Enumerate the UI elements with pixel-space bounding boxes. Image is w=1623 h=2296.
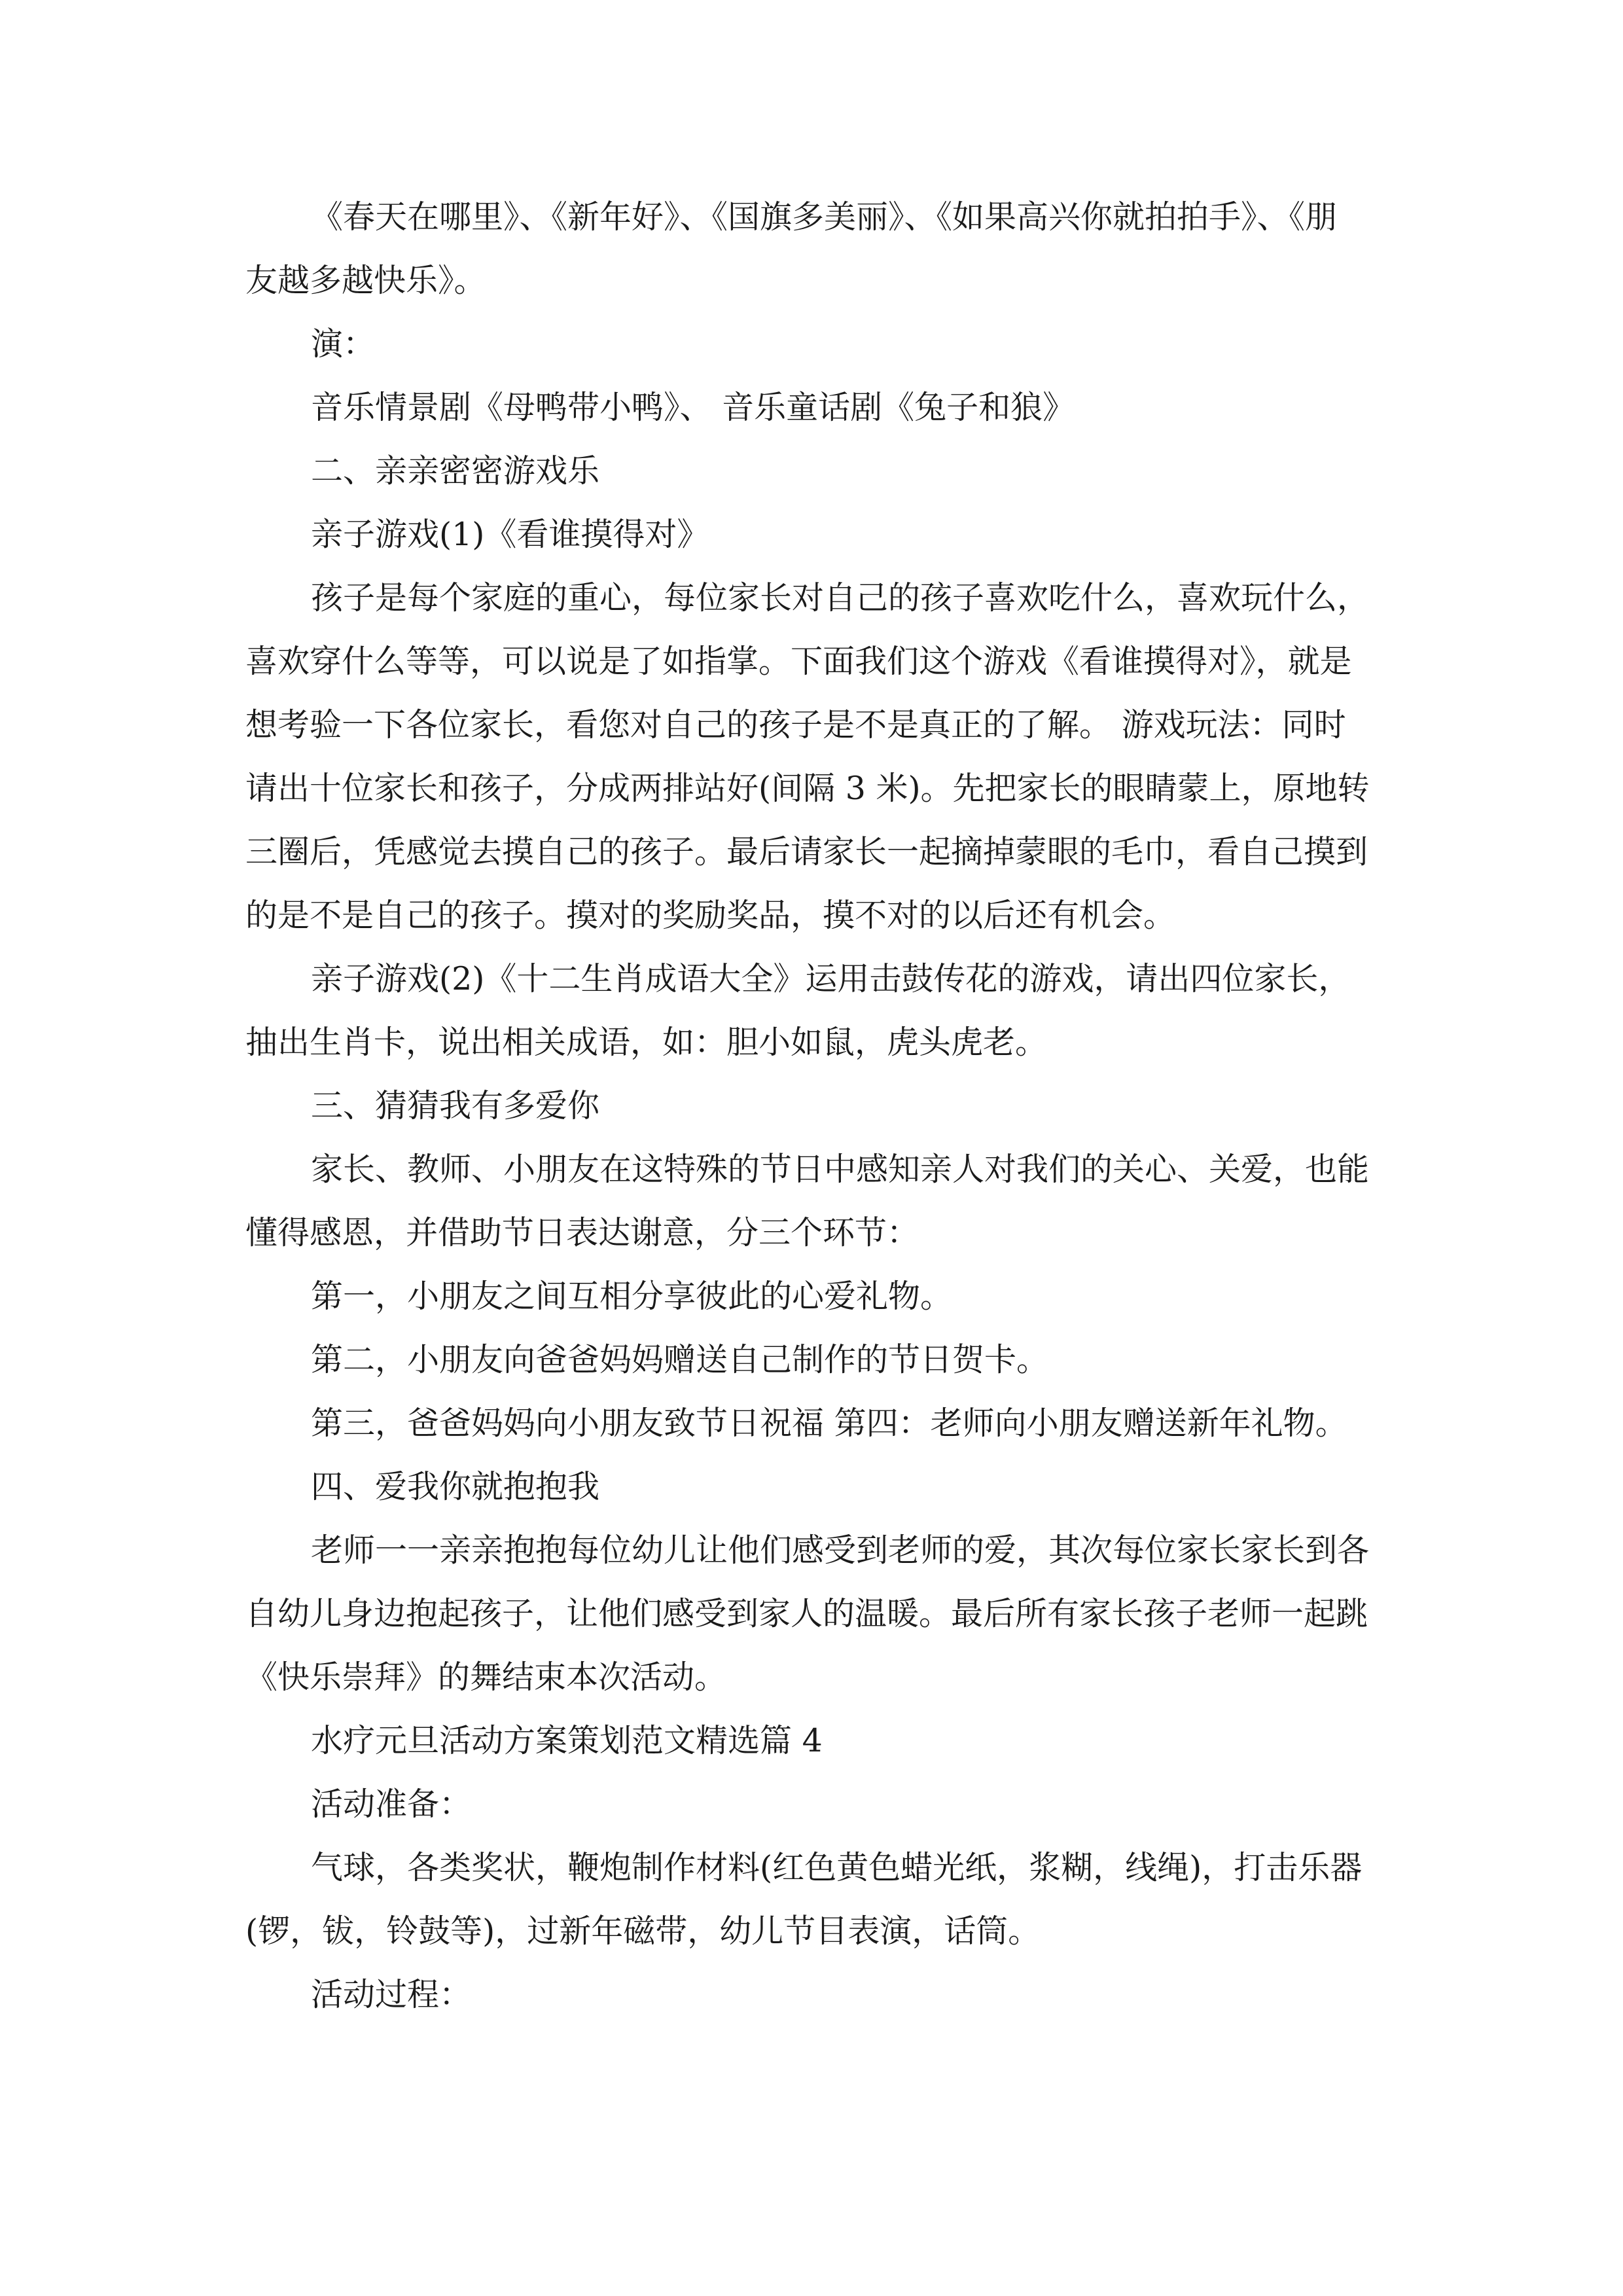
text-line: 音乐情景剧《母鸭带小鸭》、 音乐童话剧《兔子和狼》 <box>311 389 1075 426</box>
article-title: 水疗元旦活动方案策划范文精选篇 4 <box>311 1722 823 1759</box>
text-line: 第一，小朋友之间互相分享彼此的心爱礼物。 <box>311 1278 953 1315</box>
text-line: 三圈后，凭感觉去摸自己的孩子。最后请家长一起摘掉蒙眼的毛巾，看自己摸到 <box>245 833 1368 870</box>
text-line: 懂得感恩，并借助节日表达谢意，分三个环节： <box>245 1214 919 1251</box>
text-line: 老师一一亲亲抱抱每位幼儿让他们感受到老师的爱，其次每位家长家长到各 <box>311 1532 1370 1569</box>
text-line: 气球，各类奖状，鞭炮制作材料(红色黄色蜡光纸，浆糊，线绳)，打击乐器 <box>311 1849 1363 1886</box>
section-heading: 四、爱我你就抱抱我 <box>311 1468 600 1505</box>
text-line: 家长、教师、小朋友在这特殊的节日中感知亲人对我们的关心、关爱，也能 <box>311 1151 1370 1188</box>
text-line: 第二，小朋友向爸爸妈妈赠送自己制作的节日贺卡。 <box>311 1341 1049 1378</box>
text-line: 自幼儿身边抱起孩子，让他们感受到家人的温暖。最后所有家长孩子老师一起跳 <box>245 1595 1368 1632</box>
text-line: 请出十位家长和孩子，分成两排站好(间隔 3 米)。先把家长的眼睛蒙上，原地转 <box>245 770 1370 807</box>
text-line: 孩子是每个家庭的重心，每位家长对自己的孩子喜欢吃什么，喜欢玩什么， <box>311 579 1370 617</box>
text-line: (锣，钹，铃鼓等)，过新年磁带，幼儿节目表演，话筒。 <box>245 1912 1041 1950</box>
subheading: 活动准备： <box>311 1785 472 1823</box>
section-heading: 三、猜猜我有多爱你 <box>311 1087 600 1124</box>
text-line: 第三，爸爸妈妈向小朋友致节日祝福 第四：老师向小朋友赠送新年礼物。 <box>311 1405 1347 1442</box>
text-line: 亲子游戏(2)《十二生肖成语大全》运用击鼓传花的游戏，请出四位家长， <box>311 960 1351 997</box>
text-line: 抽出生肖卡，说出相关成语，如：胆小如鼠，虎头虎老。 <box>245 1024 1048 1061</box>
text-line: 喜欢穿什么等等，可以说是了如指掌。下面我们这个游戏《看谁摸得对》，就是 <box>245 643 1352 680</box>
subheading: 亲子游戏(1)《看谁摸得对》 <box>311 516 709 553</box>
text-line: 友越多越快乐》。 <box>245 262 486 299</box>
subheading: 活动过程： <box>311 1976 472 2013</box>
text-line: 《春天在哪里》、《新年好》、《国旗多美丽》、《如果高兴你就拍拍手》、《朋 <box>311 198 1338 236</box>
text-line: 想考验一下各位家长，看您对自己的孩子是不是真正的了解。 游戏玩法：同时 <box>245 706 1346 744</box>
section-heading: 二、亲亲密密游戏乐 <box>311 452 600 490</box>
text-line: 《快乐崇拜》的舞结束本次活动。 <box>245 1659 727 1696</box>
text-line: 演： <box>311 325 376 363</box>
text-line: 的是不是自己的孩子。摸对的奖励奖品，摸不对的以后还有机会。 <box>245 897 1176 934</box>
